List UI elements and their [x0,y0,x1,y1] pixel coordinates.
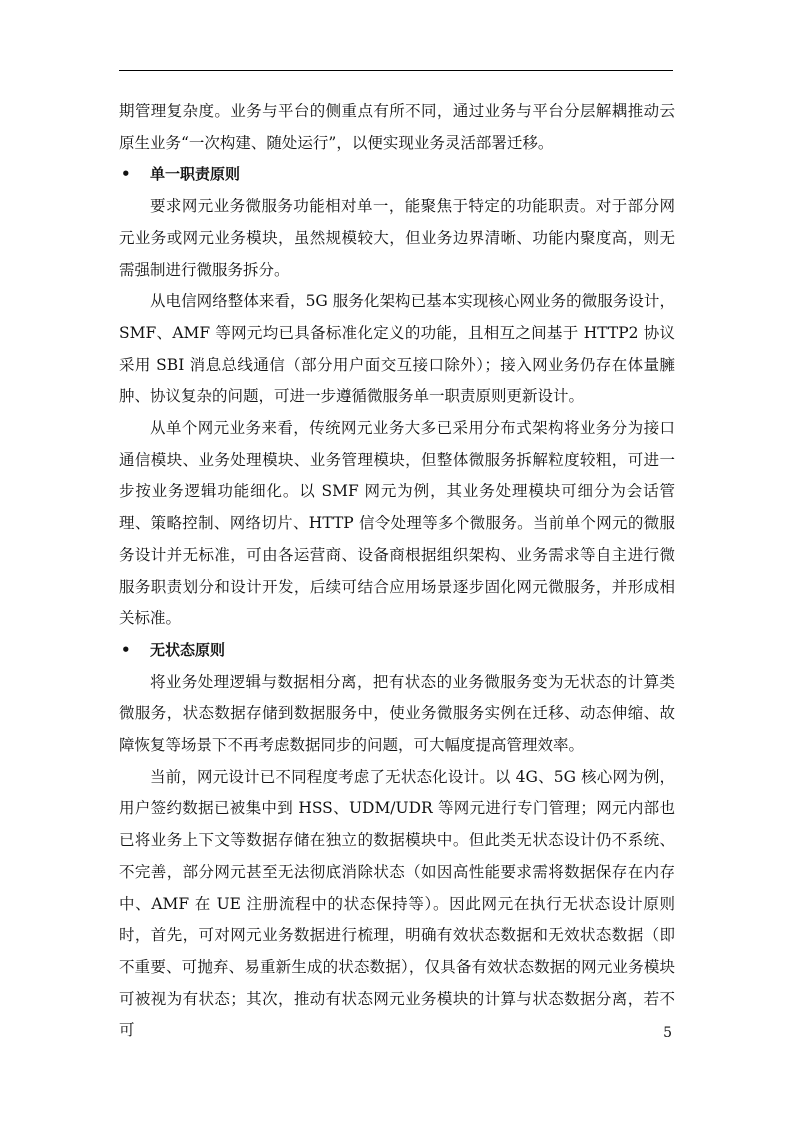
header-rule [119,70,673,71]
bullet-icon: • [121,640,131,659]
paragraph: 当前，网元设计已不同程度考虑了无状态化设计。以 4G、5G 核心网为例，用户签约数据已被集中到 HSS、UDM/UDR 等网元进行专门管理；网元内部也已将业务上下文等数据存储在独立的数据模块中。但此类无状态设计仍不系统、不完善，部分网元甚至无法彻底消除状态（如因高性能要求需将数据保存在内存中、AMF 在 UE 注册流程中的状态保持等）。因此网元在执行无状态设计原则时，首先，可对网元业务数据进行梳理，明确有效状态数据和无效状态数据（即不重要、可抛弃、易重新生成的状态数据），仅具备有效状态数据的网元业务模块可被视为有状态；其次，推动有状态网元业务模块的计算与状态数据分离，若不可 [119,767,675,1040]
bullet-icon: • [121,165,131,184]
document-body [119,96,675,1047]
paragraph-continuation: 期管理复杂度。业务与平台的侧重点有所不同，通过业务与平台分层解耦推动云原生业务“一次构建、随处运行”，以便实现业务灵活部署迁移。 [119,102,675,152]
paragraph: 要求网元业务微服务功能相对单一，能聚焦于特定的功能职责。对于部分网元业务或网元业务模块，虽然规模较大，但业务边界清晰、功能内聚度高，则无需强制进行微服务拆分。 [119,197,675,279]
page-number: 5 [663,1025,672,1041]
bullet-heading-stateless [119,635,675,667]
paragraph: 从电信网络整体来看，5G 服务化架构已基本实现核心网业务的微服务设计，SMF、AMF 等网元均已具备标准化定义的功能，且相互之间基于 HTTP2 协议采用 SBI 消息总线通信（部分用户面交互接口除外）；接入网业务仍存在体量臃肿、协议复杂的问题，可进一步遵循微服务单一职责原则更新设计。 [119,292,675,406]
bullet-heading-single-responsibility [119,159,675,191]
bullet-heading-text: 无状态原则 [150,640,226,659]
paragraph: 从单个网元业务来看，传统网元业务大多已采用分布式架构将业务分为接口通信模块、业务处理模块、业务管理模块，但整体微服务拆解粒度较粗，可进一步按业务逻辑功能细化。以 SMF 网元为例，其业务处理模块可细分为会话管理、策略控制、网络切片、HTTP 信令处理等多个微服务。当前单个网元的微服务设计并无标准，可由各运营商、设备商根据组织架构、业务需求等自主进行微服务职责划分和设计开发，后续可结合应用场景逐步固化网元微服务，并形成相关标准。 [119,419,675,628]
paragraph: 将业务处理逻辑与数据相分离，把有状态的业务微服务变为无状态的计算类微服务，状态数据存储到数据服务中，使业务微服务实例在迁移、动态伸缩、故障恢复等场景下不再考虑数据同步的问题，可大幅度提高管理效率。 [119,672,675,755]
bullet-heading-text: 单一职责原则 [150,165,241,184]
